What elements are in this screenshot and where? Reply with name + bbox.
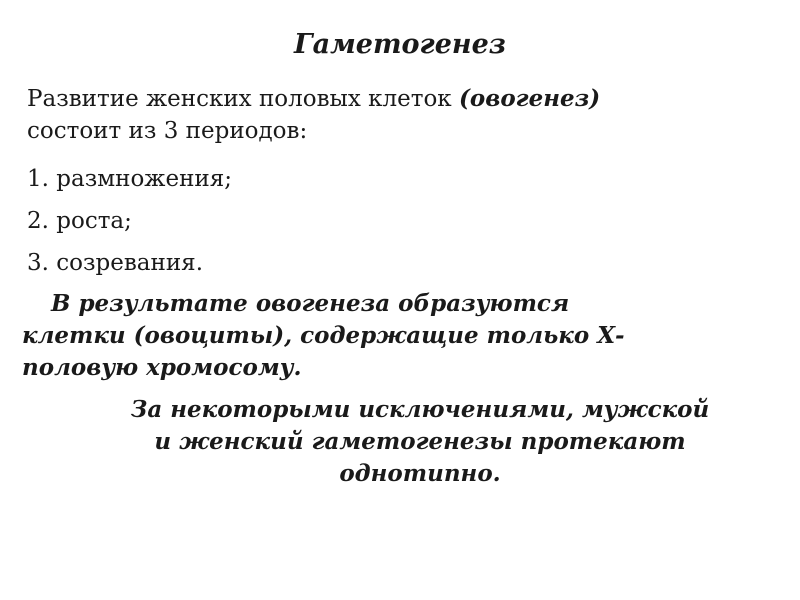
result-line-3: половую хромосому.	[22, 354, 302, 381]
result-line-2: клетки (овоциты), содержащие только Х-	[22, 322, 625, 349]
exception-line-2: и женский гаметогенезы протекают	[154, 428, 686, 455]
period-item-1: 1. размножения;	[27, 166, 232, 192]
exception-paragraph	[40, 394, 800, 490]
intro-line-1	[27, 82, 600, 116]
intro-term: (овогенез)	[458, 85, 601, 112]
intro-line-2: состоит из 3 периодов:	[27, 118, 308, 144]
intro-text: Развитие женских половых клеток	[27, 86, 459, 112]
period-item-2: 2. роста;	[27, 208, 132, 234]
slide-title: Гаметогенез	[293, 29, 507, 60]
period-item-3: 3. созревания.	[27, 250, 204, 276]
exception-line-3: однотипно.	[339, 460, 501, 487]
result-line-1: В результате овогенеза образуются	[51, 290, 570, 317]
exception-line-1: За некоторыми исключениями, мужской	[130, 396, 710, 423]
